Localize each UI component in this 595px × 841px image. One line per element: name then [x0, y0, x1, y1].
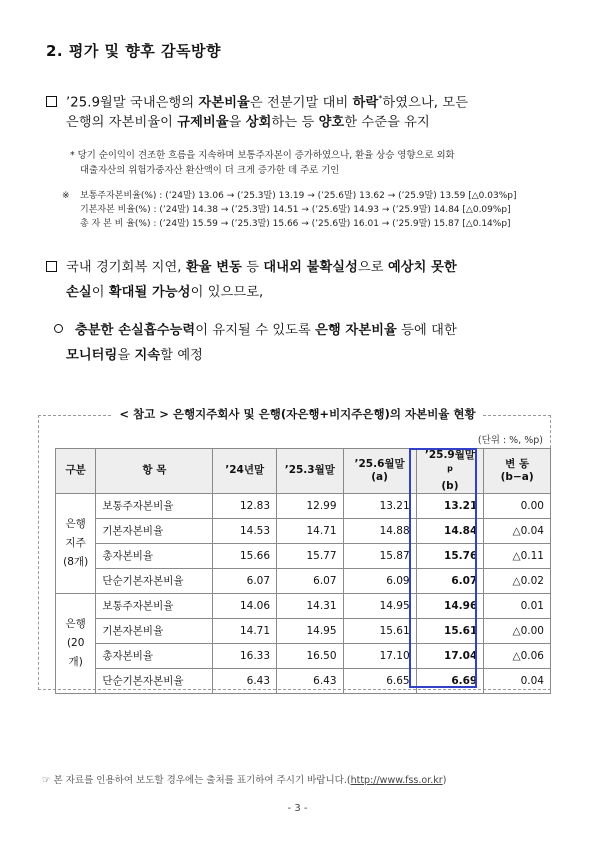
- paragraph-uncertainty: 국내 경기회복 지연, 환율 변동 등 대내외 불확실성으로 예상치 못한: [46, 255, 457, 281]
- col-2025-06: ’25.6월말 (a): [343, 449, 416, 494]
- table-row: 은행 (20개) 보통주자본비율 14.06 14.31 14.95 14.96 0.01: [56, 593, 551, 618]
- paragraph-uncertainty-line2: 손실이 확대될 가능성이 있으므로,: [66, 285, 264, 300]
- ref-row-total: 총 자 본 비 율(%) : (’24말) 15.59 → (’25.3말) 15.66 → (’25.6말) 16.01 → (’25.9말) 15.87 [△0.14%p]: [80, 219, 511, 229]
- col-2025-03: ’25.3월말: [277, 449, 344, 494]
- group-holding: 은행 지주 (8개): [56, 493, 96, 593]
- col-item: 항 목: [96, 449, 213, 494]
- table-header-row: [56, 449, 551, 494]
- footnote-line2: 대출자산의 위험가중자산 환산액이 더 크게 증가한 데 주로 기인: [80, 165, 340, 176]
- table-row: 기본자본비율 14.53 14.71 14.88 14.84 △0.04: [56, 518, 551, 543]
- ref-row-cet1: 보통주자본비율(%) : (’24말) 13.06 → (’25.3말) 13.19 → (’25.6말) 13.62 → (’25.9말) 13.59 [△0.03%p]: [80, 191, 517, 201]
- fss-website-link[interactable]: http://www.fss.or.kr: [350, 775, 443, 786]
- capital-ratio-table: [55, 448, 551, 694]
- page-number: - 3 -: [287, 803, 308, 814]
- unit-label: (단위 : %, %p): [477, 435, 543, 446]
- ref-row-tier1: 기본자본 비율(%) : (’24말) 14.38 → (’25.3말) 14.51 → (’25.6말) 14.93 → (’25.9말) 14.84 [△0.09%p]: [80, 205, 511, 215]
- table-row: 은행 지주 (8개) 보통주자본비율 12.83 12.99 13.21 13.21 0.00: [56, 493, 551, 518]
- col-group: 구분: [56, 449, 96, 494]
- col-change: 변 동 (b−a): [484, 449, 551, 494]
- footnote-line1: * 당기 순이익이 견조한 흐름을 지속하며 보통주자본이 증가하였으나, 환율 상승 영향으로 외화: [70, 150, 455, 161]
- section-title: 2. 평가 및 향후 감독방향: [46, 42, 221, 60]
- paragraph-monitoring: 충분한 손실흡수능력이 유지될 수 있도록 은행 자본비율 등에 대한: [54, 318, 457, 344]
- group-bank: 은행 (20개): [56, 593, 96, 693]
- table-row: 단순기본자본비율 6.07 6.07 6.09 6.07 △0.02: [56, 568, 551, 593]
- col-2024: ’24년말: [213, 449, 277, 494]
- pointing-hand-icon: ☞: [42, 775, 51, 786]
- table-row: 기본자본비율 14.71 14.95 15.61 15.61 △0.00: [56, 618, 551, 643]
- source-note: ☞ 본 자료를 인용하여 보도할 경우에는 출처를 표기하여 주시기 바랍니다.(http://www.fss.or.kr): [42, 775, 447, 786]
- table-row: 총자본비율 16.33 16.50 17.10 17.04 △0.06: [56, 643, 551, 668]
- reference-mark: ※: [62, 191, 70, 201]
- paragraph-monitoring-line2: 모니터링을 지속할 예정: [66, 348, 203, 363]
- square-bullet-icon: [46, 96, 57, 107]
- table-row: 단순기본자본비율 6.43 6.43 6.65 6.69 0.04: [56, 668, 551, 693]
- paragraph-capital-ratio: ’25.9월말 국내은행의 자본비율은 전분기말 대비 하락*하였으나, 모든: [46, 86, 468, 116]
- col-2025-09: ’25.9월말$^p$ (b): [416, 449, 484, 494]
- paragraph-capital-ratio-line2: 은행의 자본비율이 규제비율을 상회하는 등 양호한 수준을 유지: [66, 115, 430, 130]
- reference-title: < 참고 > 은행지주회사 및 은행(자은행+비지주은행)의 자본비율 현황: [0, 406, 595, 422]
- circle-bullet-icon: [54, 324, 63, 333]
- table-row: 총자본비율 15.66 15.77 15.87 15.76 △0.11: [56, 543, 551, 568]
- square-bullet-icon: [46, 261, 57, 272]
